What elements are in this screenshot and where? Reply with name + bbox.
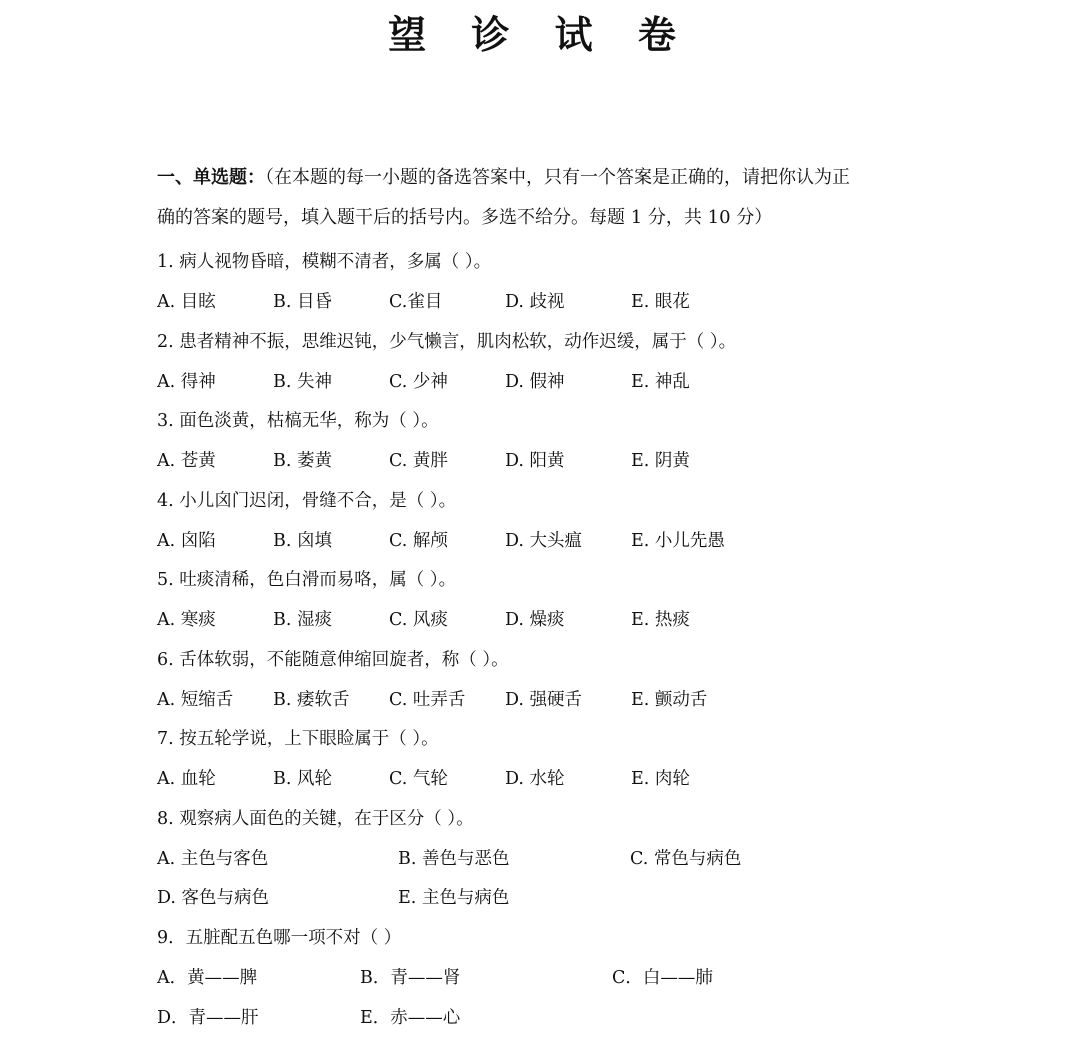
question-8-stem: 8. 观察病人面色的关键，在于区分（ ）。 — [157, 809, 474, 829]
option-c: C.雀目 — [389, 292, 443, 312]
option-a: A. 血轮 — [157, 769, 216, 789]
question-7-stem: 7. 按五轮学说，上下眼睑属于（ ）。 — [157, 729, 439, 749]
option-d: D. 燥痰 — [505, 610, 565, 630]
option-d: D. 客色与病色 — [157, 888, 270, 908]
option-a: A. 苍黄 — [157, 451, 216, 471]
option-a: A. 主色与客色 — [157, 849, 269, 869]
exam-title: 望 诊 试 卷 — [388, 13, 692, 57]
option-b: B. 痿软舌 — [273, 690, 350, 710]
option-c: C. 风痰 — [389, 610, 448, 630]
option-e: E. 颤动舌 — [631, 690, 708, 710]
option-c: C. 吐弄舌 — [389, 690, 466, 710]
option-e: E. 小儿先愚 — [631, 531, 725, 551]
option-e: E．赤——心 — [360, 1008, 461, 1028]
section-instructions — [157, 158, 937, 238]
question-1-stem: 1. 病人视物昏暗，模糊不清者，多属（ ）。 — [157, 252, 492, 272]
option-c: C．白——肺 — [612, 968, 713, 988]
question-9-stem: 9．五脏配五色哪一项不对（ ） — [157, 928, 402, 948]
option-a: A. 目眩 — [157, 292, 216, 312]
option-c: C. 常色与病色 — [630, 849, 742, 869]
option-a: A. 短缩舌 — [157, 690, 234, 710]
option-a: A. 寒痰 — [157, 610, 216, 630]
option-c: C. 气轮 — [389, 769, 448, 789]
option-e: E. 阴黄 — [631, 451, 690, 471]
question-6-stem: 6. 舌体软弱，不能随意伸缩回旋者，称（ ）。 — [157, 650, 509, 670]
question-2-stem: 2. 患者精神不振，思维迟钝，少气懒言，肌肉松软，动作迟缓，属于（ ）。 — [157, 332, 737, 352]
option-d: D. 大头瘟 — [505, 531, 583, 551]
option-d: D．青——肝 — [157, 1008, 259, 1028]
option-c: C. 黄胖 — [389, 451, 448, 471]
option-e: E. 肉轮 — [631, 769, 690, 789]
option-b: B. 目昏 — [273, 292, 332, 312]
option-d: D. 阳黄 — [505, 451, 565, 471]
option-e: E. 主色与病色 — [398, 888, 510, 908]
section-heading: 一、单选题： — [157, 167, 265, 188]
option-a: A. 得神 — [157, 372, 216, 392]
question-5-stem: 5. 吐痰清稀，色白滑而易咯，属（ ）。 — [157, 570, 457, 590]
option-b: B. 萎黄 — [273, 451, 332, 471]
option-c: C. 解颅 — [389, 531, 448, 551]
question-4-stem: 4. 小儿囟门迟闭，骨缝不合，是（ ）。 — [157, 491, 457, 511]
option-a: A. 囟陷 — [157, 531, 216, 551]
instruction-line-1: （在本题的每一小题的备选答案中，只有一个答案是正确的，请把你认为正 — [265, 167, 850, 188]
option-a: A．黄——脾 — [157, 968, 258, 988]
option-b: B. 囟填 — [273, 531, 332, 551]
option-d: D. 水轮 — [505, 769, 565, 789]
option-c: C. 少神 — [389, 372, 448, 392]
option-d: D. 假神 — [505, 372, 565, 392]
option-e: E. 神乱 — [631, 372, 690, 392]
option-d: D. 歧视 — [505, 292, 565, 312]
option-b: B. 风轮 — [273, 769, 332, 789]
option-e: E. 热痰 — [631, 610, 690, 630]
option-b: B. 湿痰 — [273, 610, 332, 630]
option-b: B. 失神 — [273, 372, 332, 392]
option-b: B. 善色与恶色 — [398, 849, 510, 869]
option-d: D. 强硬舌 — [505, 690, 583, 710]
option-e: E. 眼花 — [631, 292, 690, 312]
instruction-line-2: 确的答案的题号，填入题干后的括号内。多选不给分。每题 1 分，共 10 分） — [157, 207, 773, 228]
option-b: B．青——肾 — [360, 968, 461, 988]
question-3-stem: 3. 面色淡黄，枯槁无华，称为（ ）。 — [157, 411, 439, 431]
